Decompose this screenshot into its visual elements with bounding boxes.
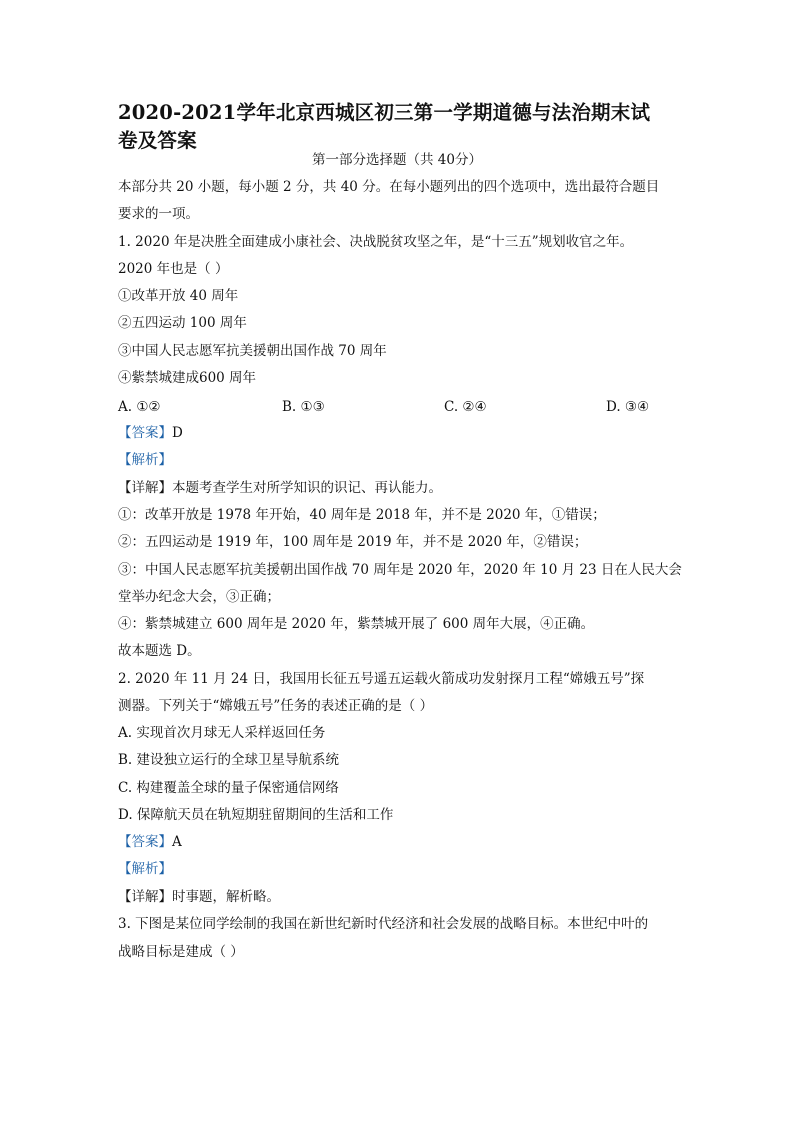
q2-choice-c: C. 构建覆盖全球的量子保密通信网络	[118, 780, 339, 796]
q1-choice-b: B. ①③	[282, 399, 325, 415]
detail-text: 本题考查学生对所学知识的识记、再认能力。	[172, 480, 442, 496]
q1-explain-line: ④：紫禁城建立 600 周年是 2020 年，紫禁城开展了 600 周年大展，④正确。	[118, 616, 595, 632]
q2-answer	[118, 833, 182, 851]
intro-line-1: 本部分共 20 小题，每小题 2 分，共 40 分。在每小题列出的四个选项中，选出最符合题目	[118, 179, 660, 195]
intro-line-2: 要求的一项。	[118, 206, 199, 222]
q1-explain-line: 故本题选 D。	[118, 643, 201, 659]
detail-tag: 【详解】	[118, 889, 172, 905]
q1-choice-a: A. ①②	[118, 399, 161, 415]
detail-text: 时事题，解析略。	[172, 889, 280, 905]
answer-tag: 【答案】	[118, 425, 172, 441]
section-heading: 第一部分选择题（共 40分）	[312, 152, 482, 168]
q1-choice-d: D. ③④	[606, 399, 650, 415]
detail-tag: 【详解】	[118, 480, 172, 496]
q1-analysis-tag: 【解析】	[118, 452, 172, 468]
q2-choice-b: B. 建设独立运行的全球卫星导航系统	[118, 752, 340, 768]
answer-value: D	[172, 425, 183, 441]
q1-explain-line: ③：中国人民志愿军抗美援朝出国作战 70 周年是 2020 年，2020 年 10 月 23 日在人民大会	[118, 562, 682, 578]
q1-detail	[118, 479, 442, 497]
q1-explain-line: ②：五四运动是 1919 年，100 周年是 2019 年，并不是 2020 年，②错误；	[118, 534, 588, 550]
q1-stem-line-1: 1. 2020 年是决胜全面建成小康社会、决战脱贫攻坚之年，是“十三五”规划收官之年。	[118, 234, 634, 250]
q1-item: ①改革开放 40 周年	[118, 288, 239, 304]
q1-explain-line: ①：改革开放是 1978 年开始，40 周年是 2018 年，并不是 2020 年，①错误；	[118, 507, 606, 523]
q1-explain-line: 堂举办纪念大会，③正确；	[118, 589, 280, 605]
q3-stem-line-2: 战略目标是建成（ ）	[118, 944, 244, 960]
q1-item: ④紫禁城建成600 周年	[118, 370, 257, 386]
title-line-2: 卷及答案	[118, 129, 197, 152]
document-title	[118, 99, 698, 155]
q2-stem-line-1: 2. 2020 年 11 月 24 日，我国用长征五号遥五运载火箭成功发射探月工程“嫦娥五号”探	[118, 671, 645, 687]
q1-item: ②五四运动 100 周年	[118, 315, 247, 331]
q1-answer	[118, 424, 183, 442]
q2-choice-a: A. 实现首次月球无人采样返回任务	[118, 725, 326, 741]
q2-stem-line-2: 测器。下列关于“嫦娥五号”任务的表述正确的是（ ）	[118, 698, 434, 714]
q3-stem-line-1: 3. 下图是某位同学绘制的我国在新世纪新时代经济和社会发展的战略目标。本世纪中叶的	[118, 916, 649, 932]
q1-item: ③中国人民志愿军抗美援朝出国作战 70 周年	[118, 343, 387, 359]
q2-detail	[118, 888, 280, 906]
answer-value: A	[172, 834, 182, 850]
q2-choice-d: D. 保障航天员在轨短期驻留期间的生活和工作	[118, 807, 394, 823]
q1-stem-line-2: 2020 年也是（ ）	[118, 261, 229, 277]
answer-tag: 【答案】	[118, 834, 172, 850]
title-line-1: 2020-2021学年北京西城区初三第一学期道德与法治期末试	[118, 101, 651, 124]
q2-analysis-tag: 【解析】	[118, 861, 172, 877]
q1-choice-c: C. ②④	[444, 399, 487, 415]
